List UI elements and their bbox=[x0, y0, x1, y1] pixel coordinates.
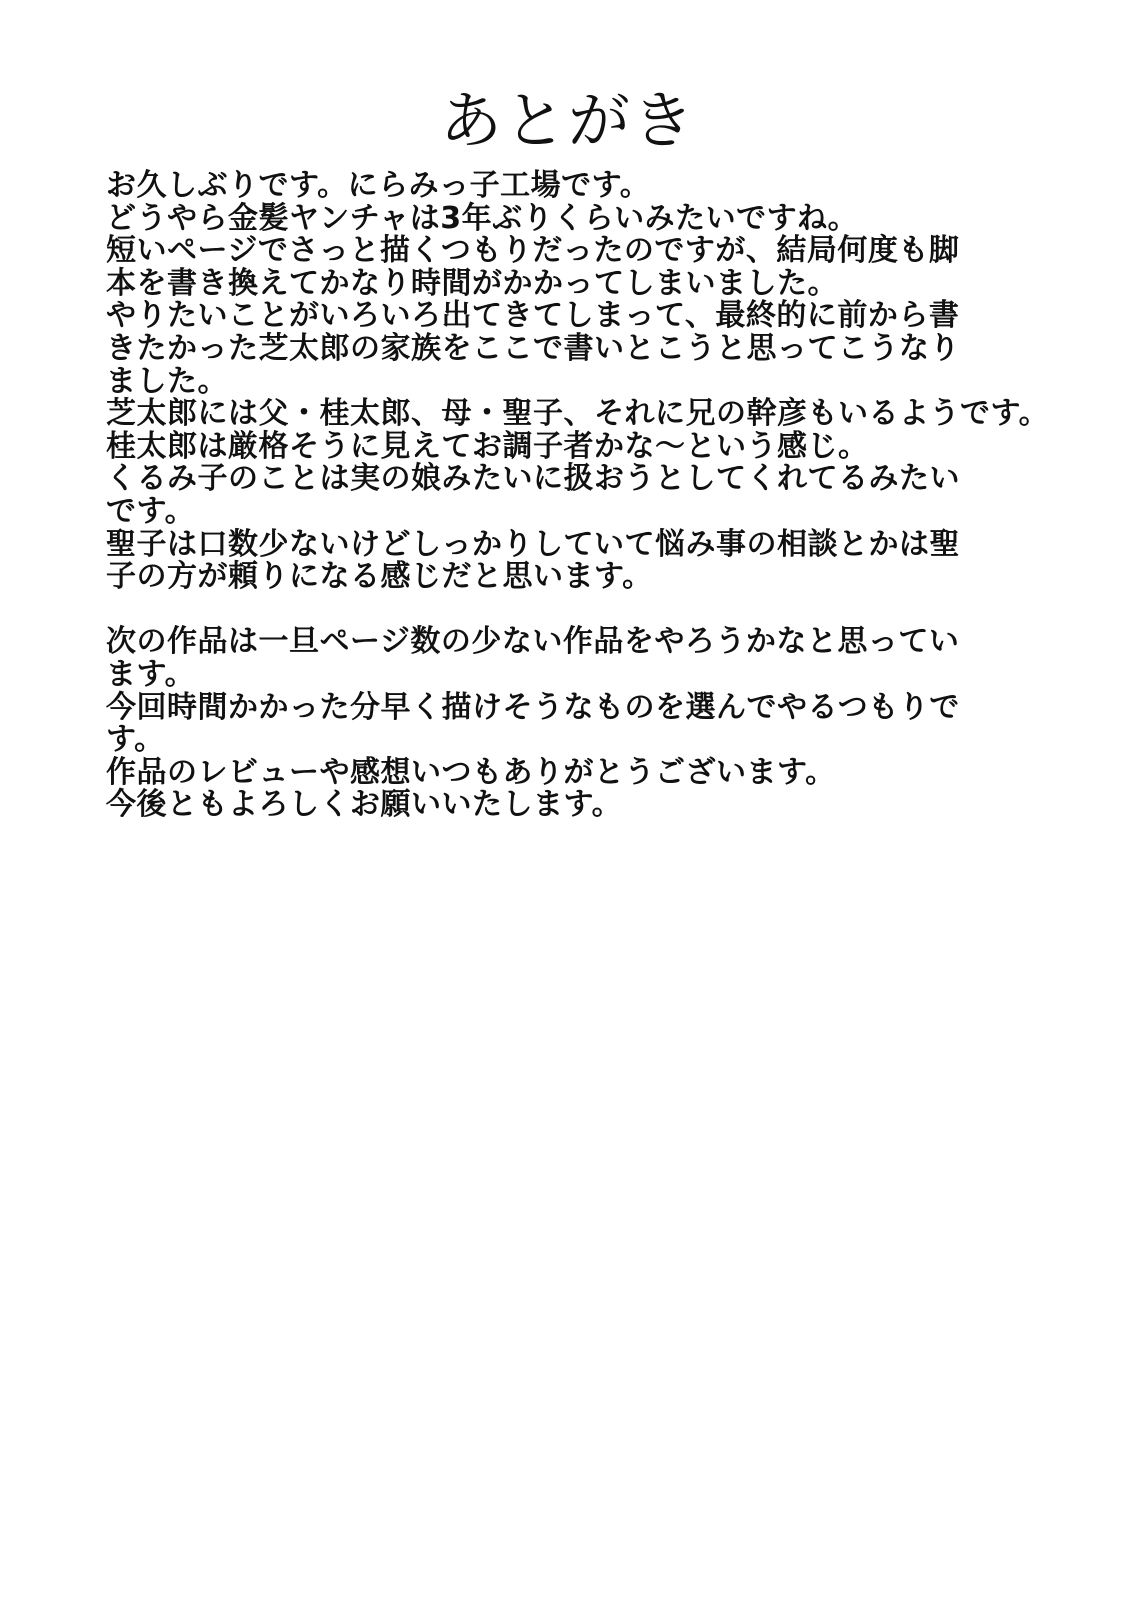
text-line: す。 bbox=[106, 722, 165, 758]
text-line: です。 bbox=[106, 493, 196, 529]
text-line: ました。 bbox=[106, 363, 228, 399]
text-line: 聖子は口数少ないけどしっかりしていて悩み事の相談とかは聖 bbox=[106, 526, 960, 562]
text-line: 子の方が頼りになる感じだと思います。 bbox=[106, 559, 653, 595]
text-line: どうやら金髪ヤンチャは3年ぶりくらいみたいですね。 bbox=[106, 200, 859, 236]
text-line: 今後ともよろしくお願いいたします。 bbox=[106, 787, 623, 823]
text-line: 作品のレビューや感想いつもありがとうございます。 bbox=[106, 754, 836, 790]
text-line: くるみ子のことは実の娘みたいに扱おうとしてくれてるみたい bbox=[106, 461, 960, 497]
text-line: ます。 bbox=[106, 656, 196, 692]
paragraph-gap bbox=[106, 594, 1046, 627]
text-line: 短いページでさっと描くつもりだったのですが、結局何度も脚 bbox=[106, 233, 960, 269]
text-line: 本を書き換えてかなり時間がかかってしまいました。 bbox=[106, 265, 838, 301]
text-line: 芝太郎には父・桂太郎、母・聖子、それに兄の幹彦もいるようです。 bbox=[106, 396, 1050, 432]
text-line: お久しぶりです。にらみっ子工場です。 bbox=[106, 168, 651, 203]
text-line: 今回時間かかった分早く描けそうなものを選んでやるつもりで bbox=[106, 689, 960, 725]
page-title: あとがき bbox=[439, 84, 696, 157]
text-line: きたかった芝太郎の家族をここで書いとこうと思ってこうなり bbox=[106, 330, 960, 366]
text-line: やりたいことがいろいろ出てきてしまって、最終的に前から書 bbox=[106, 298, 960, 334]
afterword-body bbox=[106, 168, 1050, 823]
text-line: 桂太郎は厳格そうに見えてお調子者かな～という感じ。 bbox=[106, 428, 869, 464]
text-line: 次の作品は一旦ページ数の少ない作品をやろうかなと思ってい bbox=[106, 624, 960, 660]
